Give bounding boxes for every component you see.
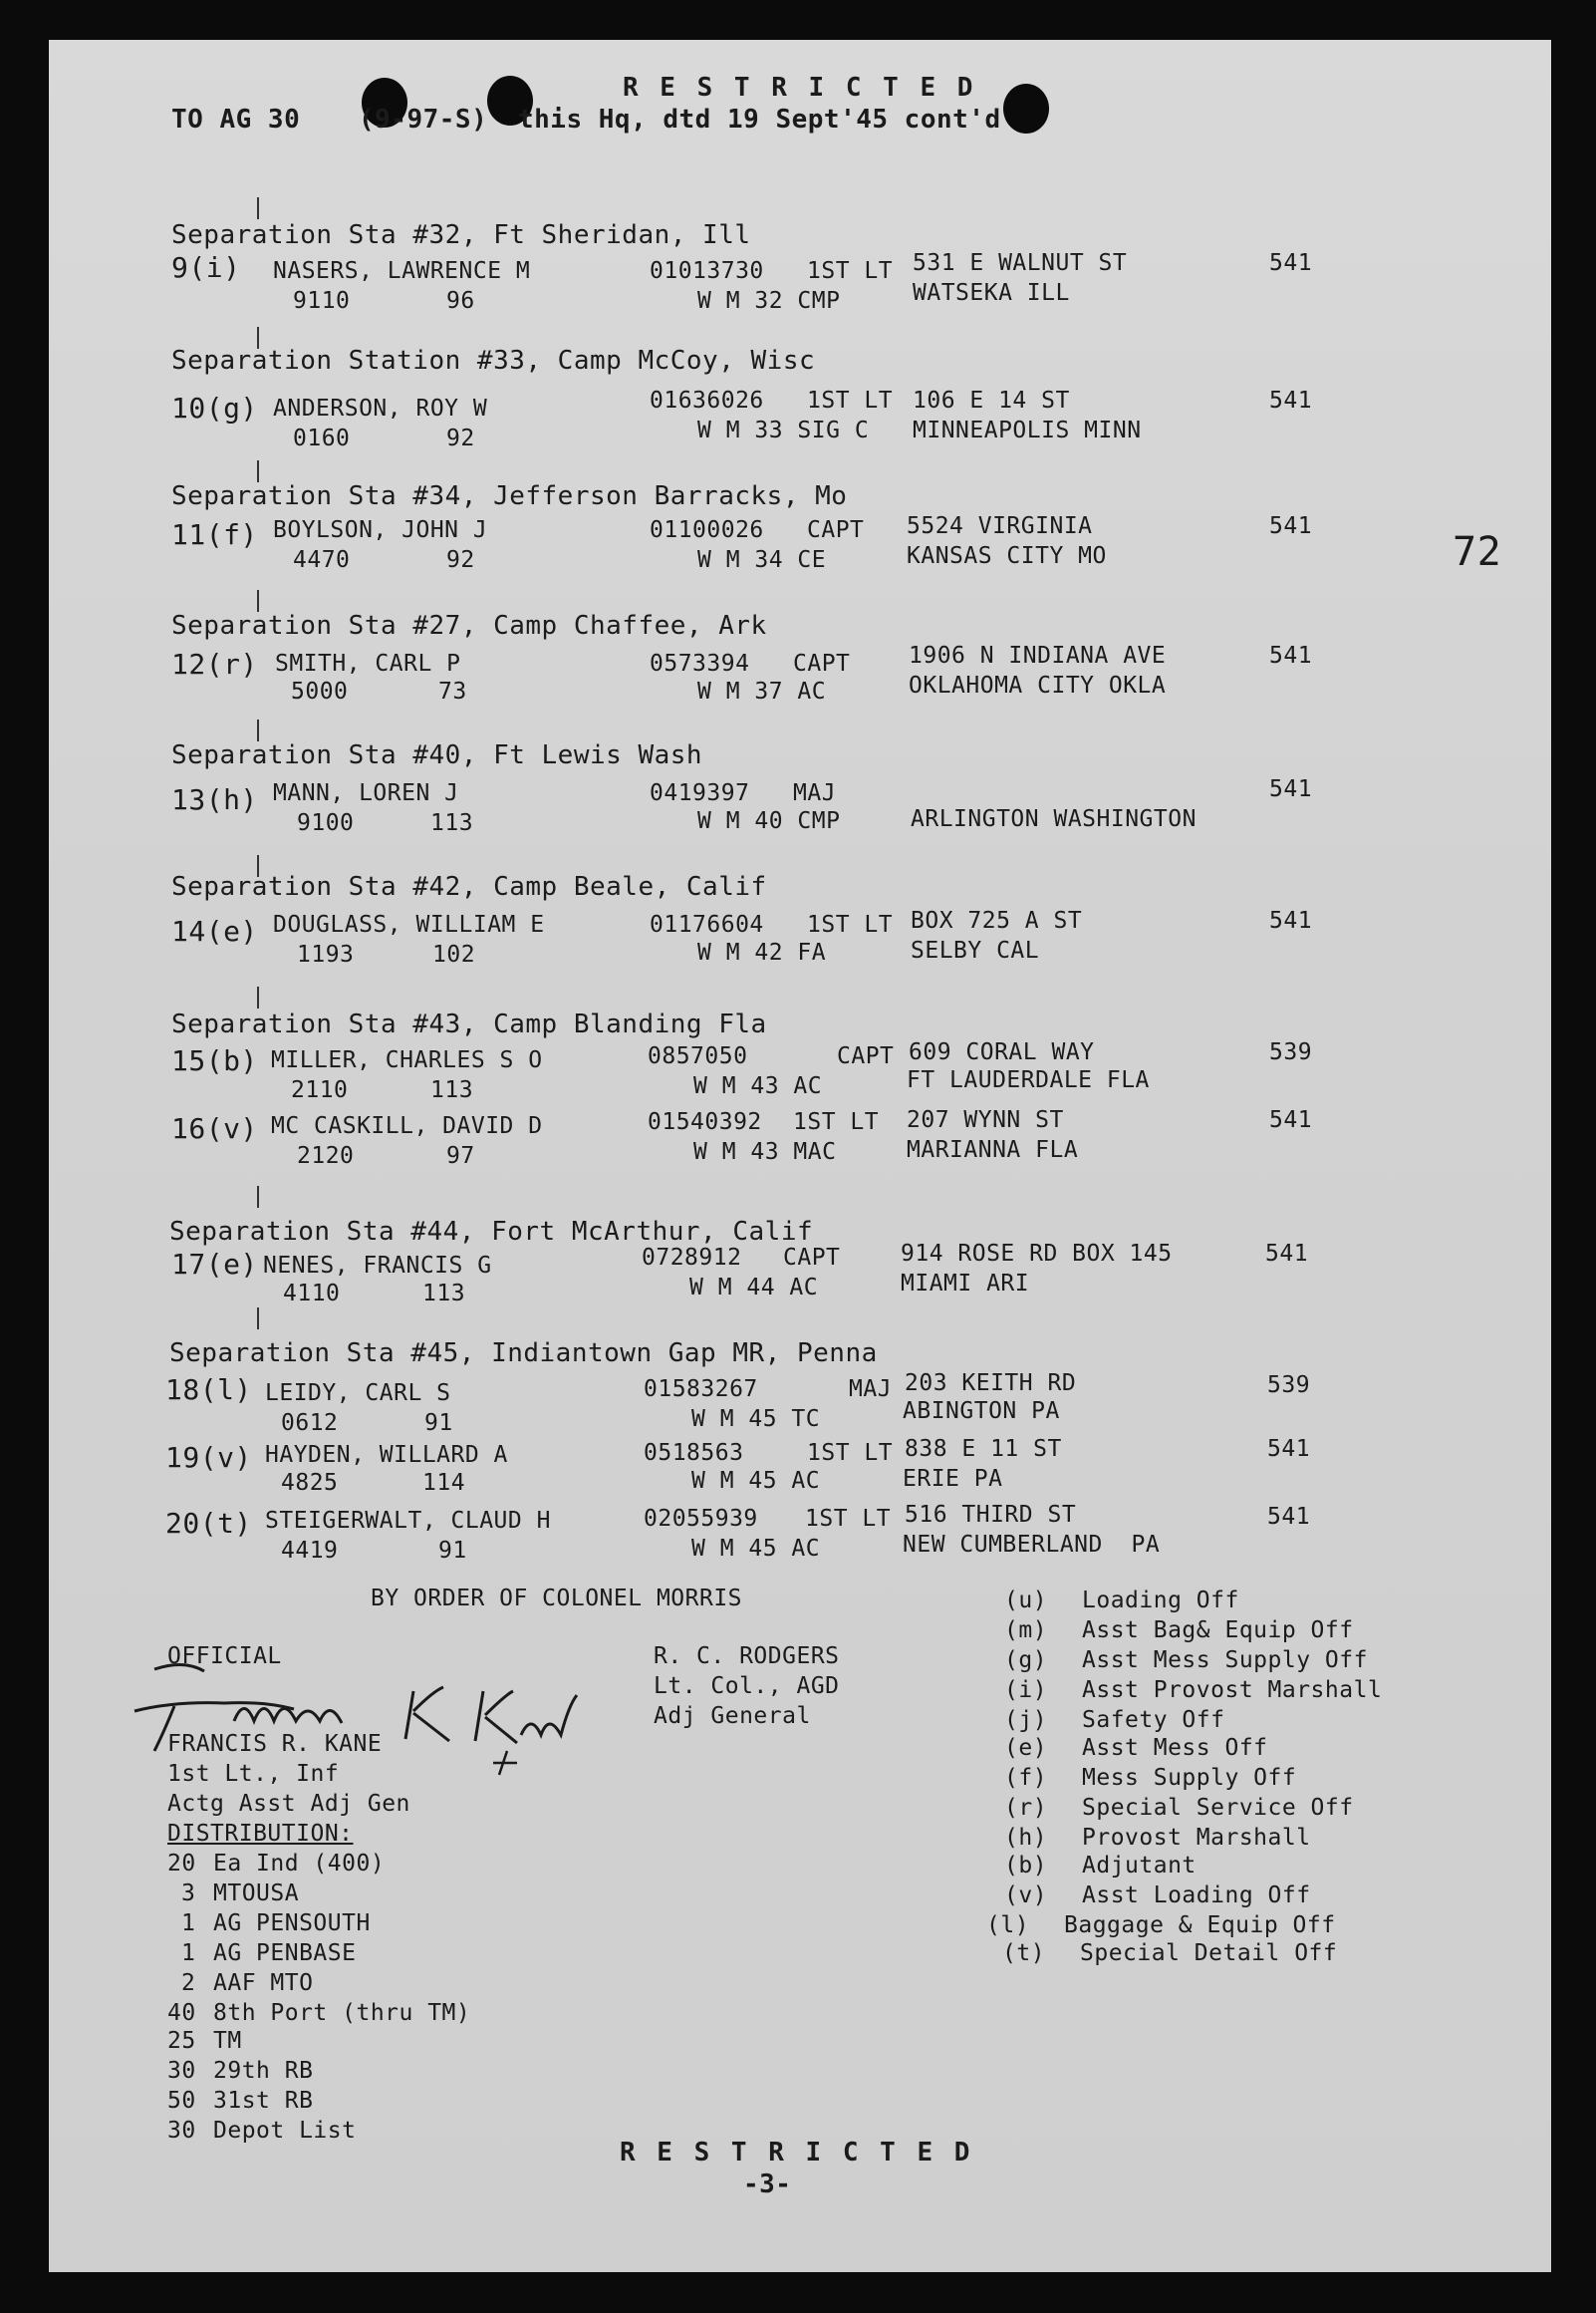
punch-hole bbox=[1003, 84, 1049, 134]
entry-name: SMITH, CARL P bbox=[275, 651, 461, 677]
entry-name: LEIDY, CARL S bbox=[265, 1380, 451, 1406]
entry-address-line1: 203 KEITH RD bbox=[905, 1370, 1077, 1396]
entry-number: 113 bbox=[430, 1077, 474, 1103]
entry-rank: MAJ bbox=[849, 1376, 893, 1402]
entry-name: MANN, LOREN J bbox=[273, 780, 459, 806]
distribution-dest: AAF MTO bbox=[213, 1970, 314, 1996]
entry-line2: W M 44 AC bbox=[689, 1275, 819, 1301]
entry-index: 11(f) bbox=[171, 518, 258, 551]
entry-name: NENES, FRANCIS G bbox=[263, 1253, 492, 1279]
entry-address-line2: OKLAHOMA CITY OKLA bbox=[909, 673, 1167, 699]
entry-address-line1: 914 ROSE RD BOX 145 bbox=[901, 1241, 1173, 1267]
entry-rank: 1ST LT bbox=[793, 1109, 880, 1135]
entry-index: 14(e) bbox=[171, 915, 258, 948]
section-title: Separation Sta #27, Camp Chaffee, Ark bbox=[171, 611, 767, 641]
distribution-dest: MTOUSA bbox=[213, 1880, 300, 1906]
legend-key: (u) bbox=[1004, 1588, 1048, 1613]
entry-rank: CAPT bbox=[807, 517, 865, 543]
entry-name: NASERS, LAWRENCE M bbox=[273, 258, 531, 284]
entry-rank: 1ST LT bbox=[805, 1506, 892, 1532]
entry-serial: 01176604 bbox=[650, 912, 764, 938]
entry-rank: MAJ bbox=[793, 780, 837, 806]
entry-mos: 0160 bbox=[293, 426, 351, 451]
entry-address-line2: FT LAUDERDALE FLA bbox=[907, 1067, 1150, 1093]
entry-line2: W M 37 AC bbox=[697, 679, 827, 705]
entry-code: 541 bbox=[1269, 1107, 1313, 1133]
entry-name: MILLER, CHARLES S O bbox=[271, 1047, 543, 1073]
commander-title: Adj General bbox=[654, 1703, 811, 1729]
entry-address-line2: WATSEKA ILL bbox=[913, 280, 1070, 306]
entry-mos: 9110 bbox=[293, 288, 351, 314]
legend-key: (f) bbox=[1004, 1765, 1048, 1791]
entry-number: 73 bbox=[438, 679, 467, 705]
distribution-qty: 30 bbox=[167, 2118, 196, 2144]
legend-label: Safety Off bbox=[1082, 1707, 1225, 1733]
legend-label: Provost Marshall bbox=[1082, 1825, 1311, 1851]
entry-name: DOUGLASS, WILLIAM E bbox=[273, 912, 545, 938]
distribution-qty: 1 bbox=[181, 1910, 196, 1936]
distribution-heading: DISTRIBUTION: bbox=[167, 1821, 354, 1847]
entry-name: MC CASKILL, DAVID D bbox=[271, 1113, 543, 1139]
entry-index: 10(g) bbox=[171, 392, 258, 425]
entry-index: 20(t) bbox=[165, 1507, 252, 1540]
entry-address-line1: 207 WYNN ST bbox=[907, 1107, 1064, 1133]
distribution-dest: AG PENSOUTH bbox=[213, 1910, 371, 1936]
entry-address-line2: NEW CUMBERLAND PA bbox=[903, 1532, 1161, 1558]
legend-label: Special Service Off bbox=[1082, 1795, 1354, 1821]
distribution-dest: 8th Port (thru TM) bbox=[213, 2000, 471, 2026]
entry-number: 96 bbox=[446, 288, 475, 314]
entry-address-line2: ABINGTON PA bbox=[903, 1398, 1060, 1424]
entry-mos: 5000 bbox=[291, 679, 349, 705]
entry-line2: W M 43 MAC bbox=[693, 1139, 837, 1165]
section-title: Separation Sta #32, Ft Sheridan, Ill bbox=[171, 220, 751, 250]
entry-index: 16(v) bbox=[171, 1112, 258, 1145]
entry-address-line2: MINNEAPOLIS MINN bbox=[913, 418, 1142, 443]
distribution-qty: 40 bbox=[167, 2000, 196, 2026]
entry-rank: 1ST LT bbox=[807, 258, 894, 284]
entry-code: 541 bbox=[1267, 1504, 1311, 1530]
entry-line2: W M 33 SIG C bbox=[697, 418, 870, 443]
official-label: OFFICIAL bbox=[167, 1643, 282, 1669]
entry-code: 541 bbox=[1267, 1436, 1311, 1462]
entry-code: 541 bbox=[1269, 776, 1313, 802]
entry-mos: 1193 bbox=[297, 942, 355, 968]
margin-number: 72 bbox=[1453, 529, 1502, 575]
entry-address-line1: 516 THIRD ST bbox=[905, 1502, 1077, 1528]
entry-number: 102 bbox=[432, 942, 476, 968]
legend-label: Adjutant bbox=[1082, 1853, 1197, 1879]
entry-number: 114 bbox=[422, 1470, 466, 1496]
commander-name: R. C. RODGERS bbox=[654, 1643, 840, 1669]
legend-label: Loading Off bbox=[1082, 1588, 1239, 1613]
distribution-dest: TM bbox=[213, 2028, 242, 2054]
entry-serial: 0728912 bbox=[642, 1245, 742, 1271]
entry-rank: 1ST LT bbox=[807, 1440, 894, 1466]
entry-address-line1: 106 E 14 ST bbox=[913, 388, 1070, 414]
tick-mark bbox=[257, 1307, 259, 1329]
entry-serial: 01013730 bbox=[650, 258, 764, 284]
tick-mark bbox=[257, 1186, 259, 1208]
entry-mos: 9100 bbox=[297, 810, 355, 836]
entry-address-line1: 531 E WALNUT ST bbox=[913, 250, 1128, 276]
entry-serial: 01100026 bbox=[650, 517, 764, 543]
commander-rank: Lt. Col., AGD bbox=[654, 1673, 840, 1699]
entry-serial: 0857050 bbox=[648, 1043, 748, 1069]
entry-serial: 01636026 bbox=[650, 388, 764, 414]
entry-code: 541 bbox=[1269, 513, 1313, 539]
tick-mark bbox=[257, 460, 259, 482]
entry-name: HAYDEN, WILLARD A bbox=[265, 1442, 508, 1468]
entry-number: 92 bbox=[446, 547, 475, 573]
entry-rank: CAPT bbox=[793, 651, 851, 677]
distribution-qty: 2 bbox=[181, 1970, 196, 1996]
entry-address-line1: 1906 N INDIANA AVE bbox=[909, 643, 1167, 669]
entry-name: ANDERSON, ROY W bbox=[273, 396, 488, 422]
entry-mos: 2110 bbox=[291, 1077, 349, 1103]
entry-serial: 01583267 bbox=[644, 1376, 758, 1402]
entry-address-line2: MIAMI ARI bbox=[901, 1271, 1030, 1297]
entry-mos: 4470 bbox=[293, 547, 351, 573]
distribution-qty: 30 bbox=[167, 2058, 196, 2084]
entry-code: 541 bbox=[1269, 908, 1313, 934]
header-reference-mid: (9-97-S) bbox=[359, 105, 488, 135]
distribution-qty: 3 bbox=[181, 1880, 196, 1906]
entry-line2: W M 34 CE bbox=[697, 547, 827, 573]
signer-rank: 1st Lt., Inf bbox=[167, 1761, 340, 1787]
entry-mos: 0612 bbox=[281, 1410, 339, 1436]
entry-address-line1: 5524 VIRGINIA bbox=[907, 513, 1093, 539]
entry-address-line2: SELBY CAL bbox=[911, 938, 1040, 964]
entry-serial: 0573394 bbox=[650, 651, 750, 677]
entry-index: 18(l) bbox=[165, 1373, 252, 1406]
entry-number: 113 bbox=[430, 810, 474, 836]
legend-label: Asst Provost Marshall bbox=[1082, 1677, 1383, 1703]
distribution-qty: 25 bbox=[167, 2028, 196, 2054]
distribution-qty: 50 bbox=[167, 2088, 196, 2114]
footer-classification: R E S T R I C T E D bbox=[620, 2138, 973, 2168]
legend-key: (m) bbox=[1004, 1617, 1048, 1643]
distribution-dest: 31st RB bbox=[213, 2088, 314, 2114]
legend-key: (b) bbox=[1004, 1853, 1048, 1879]
legend-key: (i) bbox=[1004, 1677, 1048, 1703]
section-title: Separation Sta #42, Camp Beale, Calif bbox=[171, 872, 767, 902]
distribution-dest: AG PENBASE bbox=[213, 1940, 357, 1966]
entry-mos: 2120 bbox=[297, 1143, 355, 1169]
entry-address-line2: ERIE PA bbox=[903, 1466, 1003, 1492]
tick-mark bbox=[257, 987, 259, 1009]
header-reference: TO AG 30 bbox=[171, 105, 301, 135]
entry-rank: CAPT bbox=[837, 1043, 895, 1069]
header-reference-end: this Hq, dtd 19 Sept'45 cont'd bbox=[518, 105, 1001, 135]
tick-mark bbox=[257, 197, 259, 219]
legend-key: (t) bbox=[1002, 1940, 1046, 1966]
section-title: Separation Sta #44, Fort McArthur, Calif bbox=[169, 1217, 814, 1247]
legend-label: Asst Mess Off bbox=[1082, 1735, 1268, 1761]
entry-address-line2: MARIANNA FLA bbox=[907, 1137, 1079, 1163]
entry-index: 12(r) bbox=[171, 648, 258, 681]
entry-rank: 1ST LT bbox=[807, 912, 894, 938]
legend-key: (v) bbox=[1004, 1882, 1048, 1908]
legend-label: Special Detail Off bbox=[1080, 1940, 1338, 1966]
distribution-dest: Depot List bbox=[213, 2118, 357, 2144]
entry-line2: W M 45 TC bbox=[691, 1406, 821, 1432]
entry-code: 539 bbox=[1269, 1039, 1313, 1065]
signer-name: FRANCIS R. KANE bbox=[167, 1731, 383, 1757]
entry-code: 541 bbox=[1269, 388, 1313, 414]
entry-serial: 02055939 bbox=[644, 1506, 758, 1532]
entry-number: 113 bbox=[422, 1281, 466, 1306]
legend-key: (r) bbox=[1004, 1795, 1048, 1821]
legend-key: (g) bbox=[1004, 1647, 1048, 1673]
section-title: Separation Sta #40, Ft Lewis Wash bbox=[171, 740, 703, 770]
distribution-qty: 20 bbox=[167, 1851, 196, 1877]
legend-label: Asst Bag& Equip Off bbox=[1082, 1617, 1354, 1643]
entry-code: 541 bbox=[1269, 643, 1313, 669]
entry-mos: 4825 bbox=[281, 1470, 339, 1496]
legend-key: (h) bbox=[1004, 1825, 1048, 1851]
tick-mark bbox=[257, 720, 259, 741]
entry-line2: W M 40 CMP bbox=[697, 808, 841, 834]
section-title: Separation Sta #43, Camp Blanding Fla bbox=[171, 1010, 767, 1039]
entry-number: 91 bbox=[424, 1410, 453, 1436]
legend-label: Asst Loading Off bbox=[1082, 1882, 1311, 1908]
entry-line2: W M 45 AC bbox=[691, 1468, 821, 1494]
entry-address-line2: KANSAS CITY MO bbox=[907, 543, 1107, 569]
entry-line2: W M 45 AC bbox=[691, 1536, 821, 1562]
legend-key: (j) bbox=[1004, 1707, 1048, 1733]
entry-name: STEIGERWALT, CLAUD H bbox=[265, 1508, 551, 1534]
entry-index: 9(i) bbox=[171, 251, 241, 284]
entry-rank: 1ST LT bbox=[807, 388, 894, 414]
entry-number: 91 bbox=[438, 1538, 467, 1564]
section-title: Separation Station #33, Camp McCoy, Wisc bbox=[171, 346, 816, 376]
entry-code: 541 bbox=[1269, 250, 1313, 276]
entry-address-line2: ARLINGTON WASHINGTON bbox=[911, 806, 1197, 832]
legend-label: Baggage & Equip Off bbox=[1064, 1912, 1336, 1938]
entry-serial: 01540392 bbox=[648, 1109, 762, 1135]
legend-label: Mess Supply Off bbox=[1082, 1765, 1297, 1791]
entry-line2: W M 32 CMP bbox=[697, 288, 841, 314]
page-number: -3- bbox=[743, 2169, 792, 2199]
entry-mos: 4110 bbox=[283, 1281, 341, 1306]
entry-index: 13(h) bbox=[171, 783, 258, 816]
entry-address-line1: 838 E 11 ST bbox=[905, 1436, 1062, 1462]
entry-address-line1: 609 CORAL WAY bbox=[909, 1039, 1095, 1065]
entry-index: 15(b) bbox=[171, 1044, 258, 1077]
tick-mark bbox=[257, 590, 259, 612]
distribution-dest: 29th RB bbox=[213, 2058, 314, 2084]
entry-mos: 4419 bbox=[281, 1538, 339, 1564]
distribution-dest: Ea Ind (400) bbox=[213, 1851, 386, 1877]
entry-line2: W M 42 FA bbox=[697, 940, 827, 966]
section-title: Separation Sta #34, Jefferson Barracks, Mo bbox=[171, 481, 848, 511]
entry-code: 539 bbox=[1267, 1372, 1311, 1398]
distribution-qty: 1 bbox=[181, 1940, 196, 1966]
entry-number: 92 bbox=[446, 426, 475, 451]
entry-line2: W M 43 AC bbox=[693, 1073, 823, 1099]
entry-address-line1: BOX 725 A ST bbox=[911, 908, 1083, 934]
legend-key: (e) bbox=[1004, 1735, 1048, 1761]
legend-key: (l) bbox=[986, 1912, 1030, 1938]
entry-index: 19(v) bbox=[165, 1441, 252, 1474]
entry-rank: CAPT bbox=[783, 1245, 841, 1271]
section-title: Separation Sta #45, Indiantown Gap MR, Penna bbox=[169, 1338, 878, 1368]
entry-index: 17(e) bbox=[171, 1248, 258, 1281]
entry-serial: 0518563 bbox=[644, 1440, 744, 1466]
entry-serial: 0419397 bbox=[650, 780, 750, 806]
entry-name: BOYLSON, JOHN J bbox=[273, 517, 488, 543]
signer-title: Actg Asst Adj Gen bbox=[167, 1791, 410, 1817]
header-classification: R E S T R I C T E D bbox=[623, 73, 976, 103]
entry-code: 541 bbox=[1265, 1241, 1309, 1267]
legend-label: Asst Mess Supply Off bbox=[1082, 1647, 1368, 1673]
order-line: BY ORDER OF COLONEL MORRIS bbox=[371, 1586, 743, 1611]
entry-number: 97 bbox=[446, 1143, 475, 1169]
